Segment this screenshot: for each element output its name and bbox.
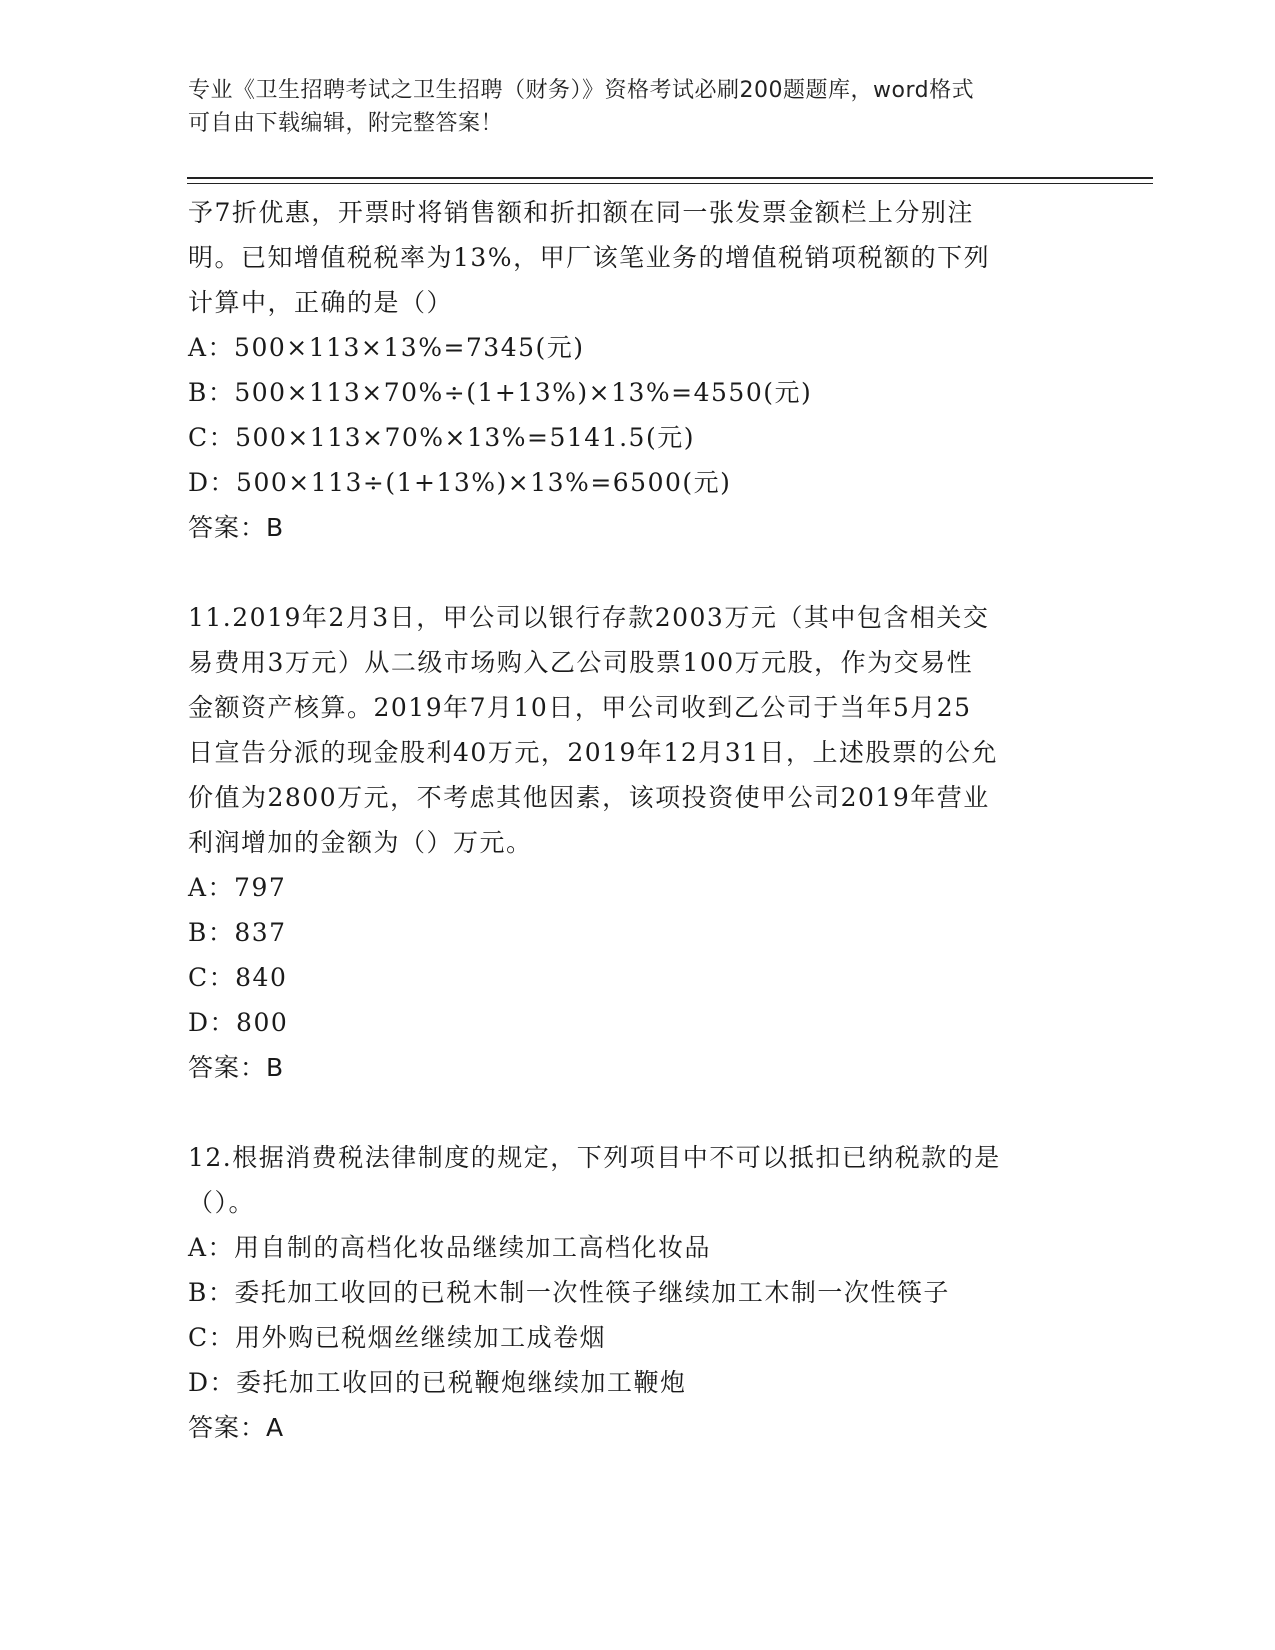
question-text-line: 予7折优惠，开票时将销售额和折扣额在同一张发票金额栏上分别注 <box>188 198 974 227</box>
header-divider-thick <box>187 177 1153 179</box>
option-a: A：用自制的高档化妆品继续加工高档化妆品 <box>188 1233 712 1262</box>
spacer <box>188 550 1088 595</box>
option-c: C：840 <box>188 963 288 992</box>
header-line-1: 专业《卫生招聘考试之卫生招聘（财务）》资格考试必刷200题题库，word格式 <box>188 78 975 103</box>
option-d: D：500×113÷(1+13%)×13%=6500(元) <box>188 468 732 497</box>
option-a: A：797 <box>188 873 287 902</box>
answer: 答案：A <box>188 1413 285 1442</box>
option-c: C：500×113×70%×13%=5141.5(元) <box>188 423 695 452</box>
question-text-line: 11.2019年2月3日，甲公司以银行存款2003万元（其中包含相关交 <box>188 603 990 632</box>
option-d: D：委托加工收回的已税鞭炮继续加工鞭炮 <box>188 1368 687 1397</box>
spacer <box>188 1090 1088 1135</box>
document-body <box>188 190 1088 1450</box>
answer: 答案：B <box>188 513 285 542</box>
document-header <box>188 74 1068 140</box>
question-text-line: 价值为2800万元，不考虑其他因素，该项投资使甲公司2019年营业 <box>188 783 990 812</box>
question-text-line: 金额资产核算。2019年7月10日，甲公司收到乙公司于当年5月25 <box>188 693 972 722</box>
question-10 <box>188 190 1088 550</box>
question-text-line: 12.根据消费税法律制度的规定，下列项目中不可以抵扣已纳税款的是 <box>188 1143 1001 1172</box>
header-divider-thin <box>187 183 1153 184</box>
option-b: B：委托加工收回的已税木制一次性筷子继续加工木制一次性筷子 <box>188 1278 950 1307</box>
question-text-line: 易费用3万元）从二级市场购入乙公司股票100万元股，作为交易性 <box>188 648 974 677</box>
option-d: D：800 <box>188 1008 289 1037</box>
question-11 <box>188 595 1088 1090</box>
option-a: A：500×113×13%=7345(元) <box>188 333 585 362</box>
question-text-line: 计算中，正确的是（） <box>188 288 454 317</box>
header-line-2: 可自由下载编辑，附完整答案！ <box>188 111 504 136</box>
question-12 <box>188 1135 1088 1450</box>
question-text-line: 利润增加的金额为（）万元。 <box>188 828 533 857</box>
question-text-line: 日宣告分派的现金股利40万元，2019年12月31日，上述股票的公允 <box>188 738 999 767</box>
option-c: C：用外购已税烟丝继续加工成卷烟 <box>188 1323 607 1352</box>
question-text-line: （）。 <box>188 1188 256 1217</box>
question-text-line: 明。已知增值税税率为13%，甲厂该笔业务的增值税销项税额的下列 <box>188 243 991 272</box>
option-b: B：500×113×70%÷(1+13%)×13%=4550(元) <box>188 378 813 407</box>
answer: 答案：B <box>188 1053 285 1082</box>
option-b: B：837 <box>188 918 287 947</box>
